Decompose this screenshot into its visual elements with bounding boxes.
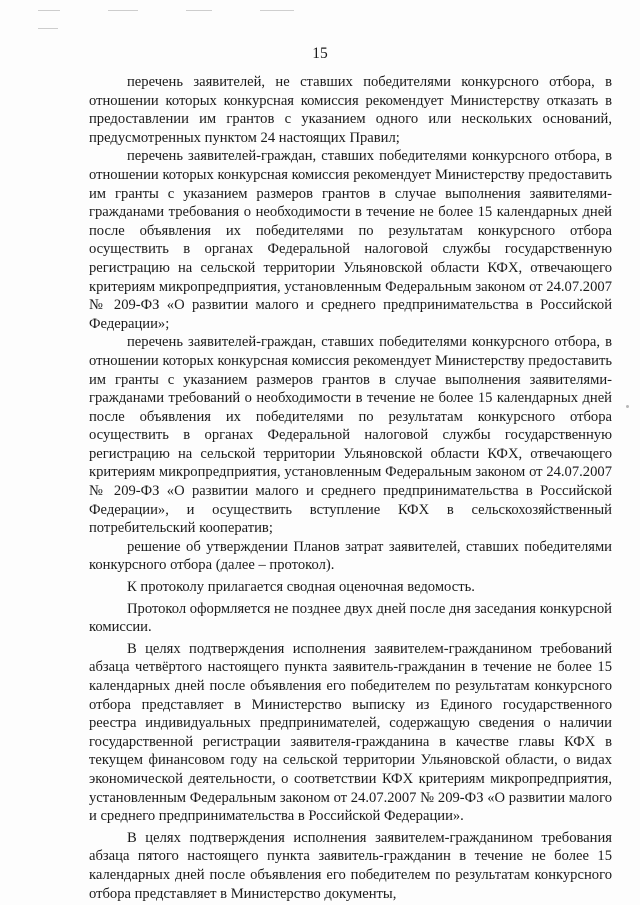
paragraph-7: В целях подтверждения исполнения заявителем-гражданином требований абзаца четвёртого настоящего пункта заявитель-гражданин в течение не более 15 календарных дней после объявления его победителем по результатам конкурсного отбора представляет в Министерство выписку из Единого государственного реестра индивидуальных предпринимателей, содержащую сведения о наличии государственной регистрации заявителя-гражданина в качестве главы КФХ в текущем финансовом году на сельской территории Ульяновской области, о видах экономической деятельности, о соответствии КФХ критериям микропредприятия, установленным Федеральным законом от 24.07.2007 № 209-ФЗ «О развитии малого и среднего предпринимательства в Российской Федерации». bbox=[89, 640, 612, 825]
paragraph-8: В целях подтверждения исполнения заявителем-гражданином требования абзаца пятого настоящего пункта заявитель-гражданин в течение не более 15 календарных дней после объявления его победителем по результатам конкурсного отбора представляет в Министерство документы, bbox=[89, 829, 612, 902]
scan-dot-mark bbox=[626, 405, 629, 408]
paragraph-2: перечень заявителей-граждан, ставших победителями конкурсного отбора, в отношении которых конкурсная комиссия рекомендует Министерству предоставить им гранты с указанием размеров грантов в случае выполнения заявителями-гражданами требования о необходимости в течение не более 15 календарных дней после объявления их победителями по результатам конкурсного отбора осуществить в органах Федеральной налоговой службы государственную регистрацию на сельской территории Ульяновской области КФХ, отвечающего критериям микропредприятия, установленным Федеральным законом от 24.07.2007 № 209-ФЗ «О развитии малого и среднего предпринимательства в Российской Федерации»; bbox=[89, 148, 612, 332]
paragraph-3: перечень заявителей-граждан, ставших победителями конкурсного отбора, в отношении которых конкурсная комиссия рекомендует Министерству предоставить им гранты с указанием размеров грантов в случае выполнения заявителями-гражданами требований о необходимости в течение не более 15 календарных дней после объявления их победителями по результатам конкурсного отбора осуществить в органах Федеральной налоговой службы государственную регистрацию на сельской территории Ульяновской области КФХ, отвечающего критериям микропредприятия, установленным Федеральным законом от 24.07.2007 № 209-ФЗ «О развитии малого и среднего предпринимательства в Российской Федерации», и осуществить вступление КФХ в сельскохозяйственный потребительский кооператив; bbox=[89, 334, 612, 537]
scan-artifact-marks bbox=[38, 10, 398, 12]
paragraph-6: Протокол оформляется не позднее двух дней после дня заседания конкурсной комиссии. bbox=[89, 600, 612, 636]
paragraph-1: перечень заявителей, не ставших победителями конкурсного отбора, в отношении которых конкурсная комиссия рекомендует Министерству отказать в предоставлении им грантов с указанием одного или нескольких оснований, предусмотренных пунктом 24 настоящих Правил; bbox=[89, 74, 612, 146]
paragraph-4: решение об утверждении Планов затрат заявителей, ставших победителями конкурсного отбора (далее – протокол). bbox=[89, 538, 612, 574]
page-number: 15 bbox=[312, 45, 328, 62]
document-body bbox=[89, 73, 612, 903]
paragraph-5: К протоколу прилагается сводная оценочная ведомость. bbox=[127, 579, 475, 596]
